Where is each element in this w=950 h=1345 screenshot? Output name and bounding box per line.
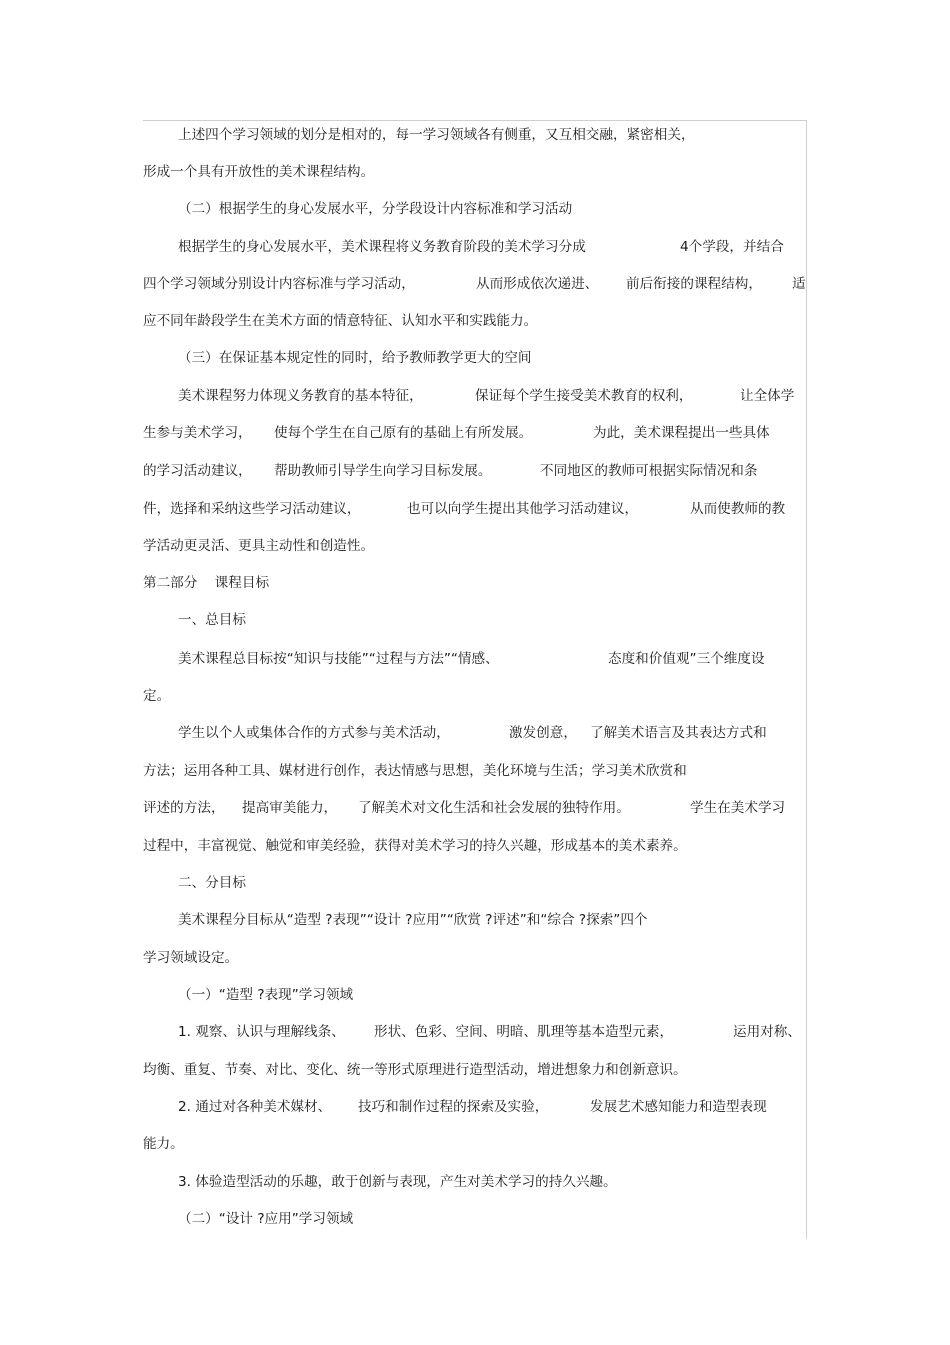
text-run: 为此，美术课程提出一些具体 <box>593 425 770 441</box>
text-run: 评述的方法， <box>143 800 225 816</box>
text-run: 学生以个人或集体合作的方式参与美术活动， <box>178 725 450 741</box>
text-line <box>0 274 950 294</box>
text-run: 方法；运用各种工具、媒材进行创作，表达情感与思想，美化环境与生活；学习美术欣赏和 <box>143 763 687 779</box>
text-run: 定。 <box>143 688 171 704</box>
text-run: 美术课程努力体现义务教育的基本特征， <box>178 388 423 404</box>
text-line <box>0 499 950 519</box>
text-run: 学生在美术学习 <box>690 800 786 816</box>
text-run: 均衡、重复、节奏、对比、变化、统一等形式原理进行造型活动，增进想象力和创新意识。 <box>143 1062 687 1078</box>
section-heading <box>0 1209 950 1229</box>
text-run: 从而使教师的教 <box>690 501 786 517</box>
section-heading <box>0 348 950 368</box>
text-line <box>0 423 950 443</box>
text-run: 过程中，丰富视觉、触觉和审美经验，获得对美术学习的持久兴趣，形成基本的美术素养。 <box>143 838 687 854</box>
text-line <box>0 1060 950 1080</box>
text-run: 提高审美能力， <box>242 800 338 816</box>
text-run: 一、总目标 <box>178 612 246 628</box>
text-line <box>0 162 950 182</box>
text-line <box>0 798 950 818</box>
text-run: 前后衔接的课程结构， <box>626 276 762 292</box>
text-run: （三）在保证基本规定性的同时，给予教师教学更大的空间 <box>178 350 532 366</box>
text-line <box>0 237 950 257</box>
text-run: 运用对称、 <box>733 1024 801 1040</box>
text-run: 态度和价值观”三个维度设 <box>608 651 765 667</box>
text-run: 形状、色彩、空间、明暗、肌理等基本造型元素， <box>374 1024 674 1040</box>
text-run: 的学习活动建议， <box>143 463 252 479</box>
list-item <box>0 1022 950 1042</box>
text-run: 发展艺术感知能力和造型表现 <box>590 1099 767 1115</box>
text-line <box>0 761 950 781</box>
section-heading <box>0 199 950 219</box>
text-run: 适 <box>792 276 806 292</box>
text-run: 了解美术对文化生活和社会发展的独特作用。 <box>358 800 630 816</box>
text-run: 上述四个学习领域的划分是相对的，每一学习领域各有侧重，又互相交融，紧密相关， <box>178 127 695 143</box>
text-run: 学活动更灵活、更具主动性和创造性。 <box>143 538 375 554</box>
text-run: 保证每个学生接受美术教育的权利， <box>475 388 693 404</box>
text-run: 1. 观察、认识与理解线条、 <box>178 1024 345 1040</box>
list-item <box>0 1172 950 1192</box>
text-line <box>0 386 950 406</box>
text-run: 二、分目标 <box>178 875 246 891</box>
text-line <box>0 910 950 930</box>
text-run: 了解美术语言及其表达方式和 <box>590 725 767 741</box>
text-run: 4个学段，并结合 <box>680 239 784 255</box>
text-run: 应不同年龄段学生在美术方面的情意特征、认知水平和实践能力。 <box>143 313 538 329</box>
section-heading <box>0 985 950 1005</box>
text-run: （二）“设计 ?应用”学习领域 <box>178 1211 354 1227</box>
text-run: 美术课程分目标从“造型 ?表现”“设计 ?应用”“欣赏 ?评述”和“综合 ?探索”四个 <box>178 912 648 928</box>
text-line <box>0 836 950 856</box>
text-line <box>0 723 950 743</box>
text-run: 件，选择和采纳这些学习活动建议， <box>143 501 361 517</box>
text-run: 四个学习领域分别设计内容标准与学习活动， <box>143 276 415 292</box>
list-item <box>0 1097 950 1117</box>
text-run: 也可以向学生提出其他学习活动建议， <box>407 501 639 517</box>
text-run: 技巧和制作过程的探索及实验， <box>358 1099 549 1115</box>
text-run: 2. 通过对各种美术媒材、 <box>178 1099 332 1115</box>
text-line <box>0 649 950 669</box>
text-run: （二）根据学生的身心发展水平，分学段设计内容标准和学习活动 <box>178 201 573 217</box>
text-line <box>0 536 950 556</box>
text-run: （一）“造型 ?表现”学习领域 <box>178 987 354 1003</box>
section-heading <box>0 610 950 630</box>
text-run: 不同地区的教师可根据实际情况和条 <box>540 463 758 479</box>
text-run: 激发创意， <box>509 725 577 741</box>
text-line <box>0 461 950 481</box>
text-line <box>0 311 950 331</box>
text-run: 能力。 <box>143 1136 184 1152</box>
text-run: 第二部分 课程目标 <box>143 575 270 591</box>
text-run: 帮助教师引导学生向学习目标发展。 <box>274 463 492 479</box>
text-run: 根据学生的身心发展水平，美术课程将义务教育阶段的美术学习分成 <box>178 239 586 255</box>
text-line <box>0 686 950 706</box>
text-line <box>0 1134 950 1154</box>
text-run: 美术课程总目标按“知识与技能”“过程与方法”“情感、 <box>178 651 499 667</box>
text-run: 形成一个具有开放性的美术课程结构。 <box>143 164 375 180</box>
text-line <box>0 125 950 145</box>
text-line <box>0 948 950 968</box>
section-heading <box>0 873 950 893</box>
text-run: 使每个学生在自己原有的基础上有所发展。 <box>274 425 533 441</box>
text-run: 从而形成依次递进、 <box>476 276 599 292</box>
text-run: 3. 体验造型活动的乐趣，敢于创新与表现，产生对美术学习的持久兴趣。 <box>178 1174 617 1190</box>
text-run: 学习领域设定。 <box>143 950 239 966</box>
text-run: 生参与美术学习， <box>143 425 252 441</box>
text-run: 让全体学 <box>740 388 795 404</box>
part-heading <box>0 573 950 593</box>
